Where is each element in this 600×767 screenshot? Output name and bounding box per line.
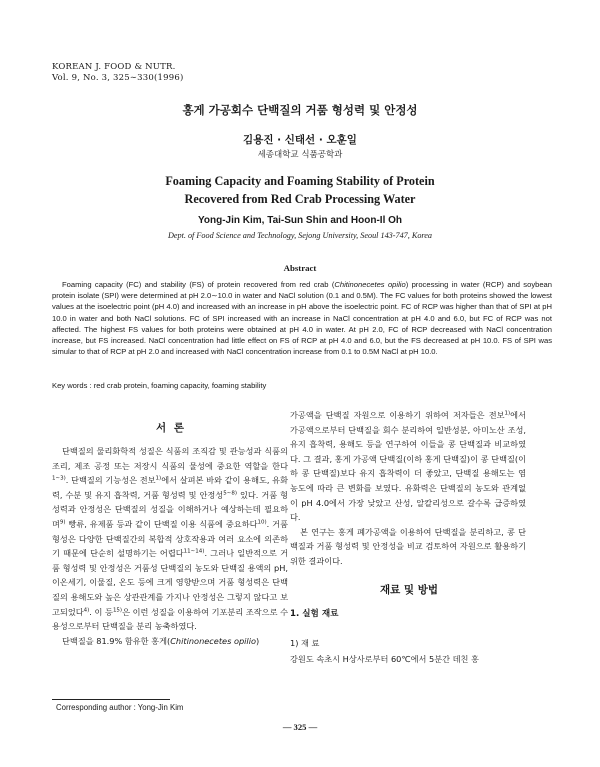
- page-number: — 325 —: [282, 722, 318, 732]
- footnote-divider: [52, 699, 170, 700]
- keywords: Key words : red crab protein, foaming capacity, foaming stability: [52, 381, 267, 390]
- body-text: . 이 등: [89, 606, 113, 617]
- species-name: Chitinonecetes opilio: [334, 280, 406, 289]
- corresponding-author-note: Corresponding author : Yong-Jin Kim: [56, 703, 184, 712]
- introduction-heading: 서 론: [156, 422, 186, 434]
- body-text: 가공액을 단백질 자원으로 이용하기 위하여 저자들은 전보: [290, 410, 505, 420]
- abstract-paragraph: [52, 279, 552, 357]
- korean-title: 홍게 가공회수 단백질의 거품 형성력 및 안정성: [182, 103, 418, 117]
- intro-paragraph-3: [290, 408, 526, 525]
- intro-paragraph-1: [52, 444, 288, 634]
- materials-paragraph: 강원도 속초시 H상사로부터 60℃에서 5분간 데친 홍: [290, 654, 479, 665]
- right-column: [290, 408, 526, 667]
- body-text: ): [256, 635, 260, 646]
- abstract-body: [52, 279, 552, 357]
- abstract-text: ) processing in water (RCP) and soybean protein isolate (SPI) were determined at pH 2.0∼10.0 in water and NaCl solution (0.1 and 0.5M). The FC values for both proteins showed the lowest values at the isoelectric point (pH 4.0) and increased with an increase in pH above the isoelectric point. FC of RCP was higher than that of SPI at pH 10.0 in water and both NaCl solutions. FC of SPI increased with an increase in NaCl concentration at pH 4.0 and 6.0, but FC of RCP was not affected. The highest FS values for both proteins were obtained at pH 4.0 in water. At pH 2.0, FC of RCP decreased with NaCl concentration increase, but FS increased. NaCl concentration had little effect on FS of RCP at pH 4.0 and 6.0, but the FS decreased at pH 10.0. FS of SPI was simular to that of RCP at pH 2.0 and increased with NaCl concentration increase from 0.1 to 0.5M NaCl at pH 10.0.: [52, 280, 553, 357]
- abstract-heading: Abstract: [283, 263, 317, 273]
- body-text: 있다. 거품 형성력과 안정성은 단백질의 성질을 이해하거나 예상하는데 필요하며: [52, 489, 288, 529]
- methods-heading: 재료 및 방법: [379, 583, 439, 596]
- body-text: 단백질의 물리화학적 성질은 식품의 조직감 및 관능성과 식품의 조리, 제조 공정 또는 저장시 식품의 물성에 중요한 역할을 한다: [52, 446, 288, 471]
- english-title-line-2: Recovered from Red Crab Processing Water: [184, 192, 416, 206]
- intro-paragraph-2: [52, 634, 288, 649]
- citation: 9): [59, 519, 66, 526]
- korean-affiliation: 세종대학교 식품공학과: [257, 150, 343, 160]
- journal-volume: Vol. 9, No. 3, 325∼330(1996): [52, 72, 184, 83]
- body-text: . 단백질의 기능성은 전보: [65, 475, 156, 486]
- citation: 11∼14): [183, 548, 205, 555]
- english-title: [0, 172, 600, 208]
- subsection-heading: 1. 실험 재료: [290, 609, 339, 620]
- journal-header: [52, 62, 183, 83]
- species-name: Chitinonecetes opilio: [170, 635, 256, 646]
- citation: 5∼8): [223, 490, 237, 497]
- korean-authors: 김용진 · 신태선 · 오훈일: [243, 134, 357, 146]
- subsubsection-heading: 1) 재 료: [290, 637, 320, 648]
- body-text: 에서 살펴본 바와 같이 용해도, 유화력, 수분 및 유지 흡착력, 거품 형성력 및 안정성: [52, 475, 288, 500]
- citation: 15): [112, 606, 123, 613]
- body-text: 빵류, 유제품 등과 같이 단백질 이용 식품에 중요하다: [65, 518, 258, 529]
- citation: 1): [155, 475, 162, 482]
- english-authors: Yong-Jin Kim, Tai-Sun Shin and Hoon-Il Oh: [197, 215, 403, 226]
- body-text: 에서 가공액으로부터 단백질을 회수 분리하여 일반성분, 아미노산 조성, 유지 흡착력, 용해도 등을 연구하여 이들을 콩 단백질과 비교하였다. 그 결과, 홍게 가공액 단백질(이하 홍게 단백질)이 콩 단백질(이하 콩 단백질)보다 유지 흡착력이 더 좋았고, 단백질 용해도는 염 농도에 따라 큰 변화를 보였다. 유화력은 단백질의 농도와 관계없이 pH 4.0에서 가장 낮았고 산성, 알칼리성으로 갈수록 급증하였다.: [290, 410, 526, 523]
- body-text: . 그러나 일반적으로 거품 형성력 및 안정성은 거품성 단백질의 농도와 단백질 용액의 pH, 이온세기, 이물질, 온도 등에 크게 영향받으며 거품 형성력은 단백질의 용해도와 높은 상관관계를 가지나 안정성은 그렇지 않다고 보고되었다: [52, 548, 288, 617]
- english-title-line-1: Foaming Capacity and Foaming Stability of Protein: [165, 174, 435, 188]
- body-text: . 거품 형성은 다양한 단백질간의 복합적 상호작용과 여러 요소에 의존하기 때문에 단순히 설명하기는 어렵다: [52, 518, 288, 559]
- citation: 1∼3): [52, 475, 66, 482]
- left-column: [52, 444, 288, 648]
- journal-name: KOREAN J. FOOD & NUTR.: [52, 62, 176, 72]
- english-affiliation: Dept. of Food Science and Technology, Sejong University, Seoul 143-747, Korea: [167, 231, 433, 240]
- body-text: 은 이런 성질을 이용하여 기포분리 조작으로 수 용성으로부터 단백질을 분리 농축하였다.: [52, 606, 288, 632]
- abstract-text: Foaming capacity (FC) and stability (FS) of protein recovered from red crab (: [62, 280, 335, 289]
- body-text: 단백질을 81.9% 함유한 홍게(: [62, 635, 171, 646]
- citation: 1): [504, 410, 511, 417]
- intro-paragraph-4: 본 연구는 홍게 폐가공액을 이용하여 단백질을 분리하고, 콩 단백질과 거품 형성력 및 안정성을 비교 검토하여 자원으로 활용하기 위한 결과이다.: [290, 526, 526, 566]
- citation: 10): [257, 519, 267, 526]
- citation: 4): [83, 606, 90, 613]
